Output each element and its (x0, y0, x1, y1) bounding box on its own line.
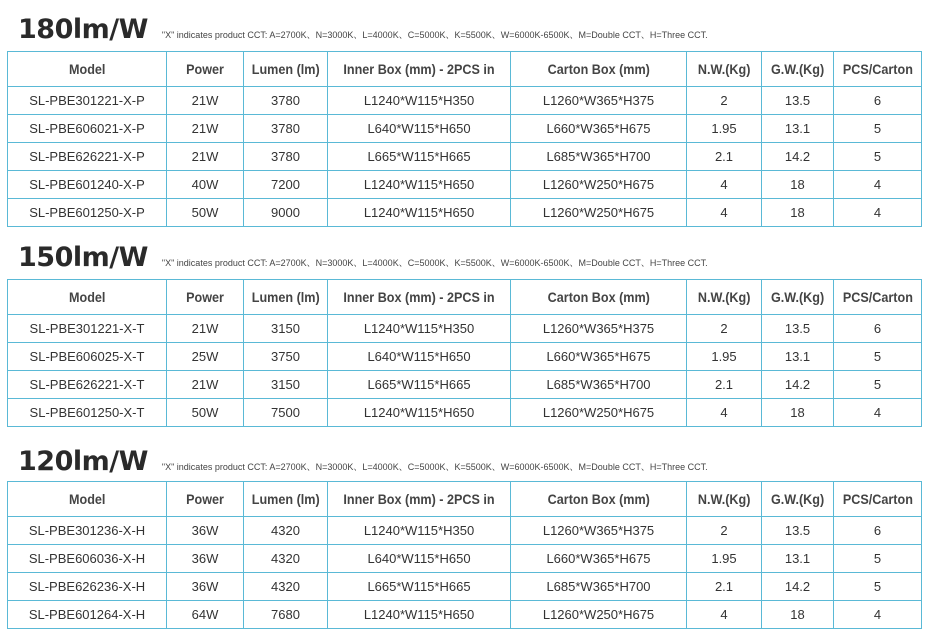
cell-carton-box: L660*W365*H675 (511, 343, 687, 371)
cell-model: SL-PBE301236-X-H (8, 517, 167, 545)
cell-inner-box: L1240*W115*H350 (328, 87, 511, 115)
column-header-label: N.W.(Kg) (697, 289, 751, 305)
column-header-label: Lumen (lm) (251, 61, 320, 77)
cell-pcs-carton: 5 (834, 573, 922, 601)
column-header-pcs-carton (834, 482, 922, 517)
column-header-inner-box (328, 482, 511, 517)
column-header-gross-weight (762, 482, 834, 517)
column-header-label: Model (68, 61, 106, 77)
cell-pcs-carton: 6 (834, 87, 922, 115)
cell-model: SL-PBE626221-X-P (8, 143, 167, 171)
column-header-power (167, 52, 244, 87)
cell-net-weight: 1.95 (687, 343, 762, 371)
column-header-power (167, 482, 244, 517)
cell-carton-box: L1260*W250*H675 (511, 171, 687, 199)
cell-carton-box: L660*W365*H675 (511, 115, 687, 143)
cell-model: SL-PBE606025-X-T (8, 343, 167, 371)
cell-net-weight: 4 (687, 601, 762, 629)
column-header-label: Power (186, 491, 224, 507)
column-header-label: PCS/Carton (842, 61, 913, 77)
column-header-model (8, 482, 167, 517)
cell-carton-box: L685*W365*H700 (511, 143, 687, 171)
cell-power: 21W (167, 143, 244, 171)
cell-power: 25W (167, 343, 244, 371)
table-row (8, 399, 922, 427)
column-header-label: Model (68, 491, 106, 507)
column-header-label: Inner Box (mm) - 2PCS in (343, 289, 495, 305)
header-row (8, 280, 922, 315)
cell-gross-weight: 18 (762, 199, 834, 227)
table-row (8, 315, 922, 343)
section-title: 150lm/W (18, 242, 148, 273)
column-header-net-weight (687, 52, 762, 87)
cell-model: SL-PBE606021-X-P (8, 115, 167, 143)
column-header-inner-box (328, 52, 511, 87)
table-row (8, 517, 922, 545)
column-header-label: Model (68, 289, 106, 305)
cell-gross-weight: 14.2 (762, 573, 834, 601)
column-header-carton-box (511, 482, 687, 517)
column-header-label: PCS/Carton (842, 289, 913, 305)
cell-lumen: 9000 (244, 199, 328, 227)
column-header-label: G.W.(Kg) (770, 61, 825, 77)
cell-lumen: 7680 (244, 601, 328, 629)
section-title: 120lm/W (18, 446, 148, 477)
column-header-label: Carton Box (mm) (547, 289, 650, 305)
cell-power: 36W (167, 545, 244, 573)
column-header-inner-box (328, 280, 511, 315)
cell-net-weight: 4 (687, 399, 762, 427)
cct-note: "X" indicates product CCT: A=2700K、N=3000K、L=4000K、C=5000K、K=5500K、W=6000K-6500K、M=Double CCT、H=Three CCT. (161, 462, 708, 472)
cell-model: SL-PBE626236-X-H (8, 573, 167, 601)
column-header-gross-weight (762, 280, 834, 315)
cell-inner-box: L1240*W115*H350 (328, 315, 511, 343)
cell-gross-weight: 18 (762, 399, 834, 427)
table-row (8, 371, 922, 399)
column-header-carton-box (511, 280, 687, 315)
cell-lumen: 3150 (244, 371, 328, 399)
cell-lumen: 3750 (244, 343, 328, 371)
cell-gross-weight: 13.5 (762, 517, 834, 545)
cell-gross-weight: 13.1 (762, 115, 834, 143)
spec-table (7, 481, 922, 629)
cell-inner-box: L665*W115*H665 (328, 371, 511, 399)
cell-net-weight: 2.1 (687, 573, 762, 601)
cell-pcs-carton: 4 (834, 171, 922, 199)
cell-net-weight: 2 (687, 87, 762, 115)
column-header-label: Inner Box (mm) - 2PCS in (343, 61, 495, 77)
cell-pcs-carton: 5 (834, 143, 922, 171)
cell-model: SL-PBE626221-X-T (8, 371, 167, 399)
spec-table (7, 279, 922, 427)
cell-power: 64W (167, 601, 244, 629)
cell-lumen: 3780 (244, 115, 328, 143)
cell-carton-box: L685*W365*H700 (511, 371, 687, 399)
column-header-net-weight (687, 280, 762, 315)
column-header-lumen (244, 52, 328, 87)
header-row (8, 482, 922, 517)
cell-inner-box: L665*W115*H665 (328, 143, 511, 171)
column-header-model (8, 52, 167, 87)
cell-gross-weight: 14.2 (762, 143, 834, 171)
cell-net-weight: 1.95 (687, 115, 762, 143)
column-header-pcs-carton (834, 280, 922, 315)
column-header-gross-weight (762, 52, 834, 87)
cell-carton-box: L1260*W365*H375 (511, 87, 687, 115)
cell-carton-box: L685*W365*H700 (511, 573, 687, 601)
cell-net-weight: 2.1 (687, 371, 762, 399)
table-row (8, 87, 922, 115)
cell-carton-box: L1260*W250*H675 (511, 399, 687, 427)
cell-model: SL-PBE601250-X-P (8, 199, 167, 227)
cell-model: SL-PBE301221-X-T (8, 315, 167, 343)
cell-inner-box: L1240*W115*H650 (328, 399, 511, 427)
header-row (8, 52, 922, 87)
cell-power: 21W (167, 315, 244, 343)
cell-net-weight: 2.1 (687, 143, 762, 171)
column-header-label: G.W.(Kg) (770, 491, 825, 507)
cell-lumen: 4320 (244, 573, 328, 601)
cell-carton-box: L660*W365*H675 (511, 545, 687, 573)
cell-model: SL-PBE601264-X-H (8, 601, 167, 629)
cell-net-weight: 4 (687, 171, 762, 199)
cell-inner-box: L1240*W115*H350 (328, 517, 511, 545)
cell-lumen: 4320 (244, 545, 328, 573)
cell-pcs-carton: 4 (834, 399, 922, 427)
cell-model: SL-PBE606036-X-H (8, 545, 167, 573)
cell-pcs-carton: 5 (834, 545, 922, 573)
section-title: 180lm/W (18, 14, 148, 45)
cell-lumen: 7500 (244, 399, 328, 427)
cell-carton-box: L1260*W365*H375 (511, 517, 687, 545)
column-header-label: PCS/Carton (842, 491, 913, 507)
cell-power: 40W (167, 171, 244, 199)
cell-net-weight: 4 (687, 199, 762, 227)
cell-model: SL-PBE301221-X-P (8, 87, 167, 115)
cell-gross-weight: 14.2 (762, 371, 834, 399)
section-heading (18, 445, 708, 475)
cell-inner-box: L1240*W115*H650 (328, 199, 511, 227)
cell-power: 21W (167, 87, 244, 115)
cell-power: 50W (167, 399, 244, 427)
column-header-label: Power (186, 289, 224, 305)
cell-carton-box: L1260*W365*H375 (511, 315, 687, 343)
cell-model: SL-PBE601250-X-T (8, 399, 167, 427)
cell-power: 21W (167, 115, 244, 143)
cell-carton-box: L1260*W250*H675 (511, 199, 687, 227)
cell-pcs-carton: 5 (834, 371, 922, 399)
cell-gross-weight: 18 (762, 601, 834, 629)
column-header-label: G.W.(Kg) (770, 289, 825, 305)
column-header-label: Inner Box (mm) - 2PCS in (343, 491, 495, 507)
cell-gross-weight: 13.5 (762, 315, 834, 343)
cell-power: 36W (167, 573, 244, 601)
column-header-label: Carton Box (mm) (547, 491, 650, 507)
column-header-label: Carton Box (mm) (547, 61, 650, 77)
column-header-label: Lumen (lm) (251, 491, 320, 507)
cell-lumen: 4320 (244, 517, 328, 545)
cell-lumen: 3150 (244, 315, 328, 343)
cell-pcs-carton: 6 (834, 517, 922, 545)
cell-power: 21W (167, 371, 244, 399)
cell-gross-weight: 13.1 (762, 545, 834, 573)
cell-pcs-carton: 6 (834, 315, 922, 343)
cell-pcs-carton: 5 (834, 115, 922, 143)
cell-pcs-carton: 4 (834, 199, 922, 227)
cell-model: SL-PBE601240-X-P (8, 171, 167, 199)
cell-lumen: 3780 (244, 87, 328, 115)
table-row (8, 545, 922, 573)
column-header-lumen (244, 280, 328, 315)
table-row (8, 573, 922, 601)
cell-net-weight: 2 (687, 315, 762, 343)
table-row (8, 171, 922, 199)
cell-inner-box: L1240*W115*H650 (328, 601, 511, 629)
cell-carton-box: L1260*W250*H675 (511, 601, 687, 629)
cell-gross-weight: 18 (762, 171, 834, 199)
column-header-pcs-carton (834, 52, 922, 87)
table-row (8, 601, 922, 629)
column-header-label: Power (186, 61, 224, 77)
section-heading (18, 13, 708, 43)
cell-inner-box: L640*W115*H650 (328, 343, 511, 371)
cell-inner-box: L640*W115*H650 (328, 115, 511, 143)
cell-inner-box: L665*W115*H665 (328, 573, 511, 601)
column-header-lumen (244, 482, 328, 517)
table-row (8, 343, 922, 371)
table-row (8, 199, 922, 227)
table-row (8, 115, 922, 143)
column-header-label: Lumen (lm) (251, 289, 320, 305)
cell-pcs-carton: 5 (834, 343, 922, 371)
cell-pcs-carton: 4 (834, 601, 922, 629)
column-header-label: N.W.(Kg) (697, 491, 751, 507)
cell-inner-box: L1240*W115*H650 (328, 171, 511, 199)
cct-note: "X" indicates product CCT: A=2700K、N=3000K、L=4000K、C=5000K、K=5500K、W=6000K-6500K、M=Double CCT、H=Three CCT. (161, 258, 708, 268)
cell-power: 36W (167, 517, 244, 545)
cell-gross-weight: 13.1 (762, 343, 834, 371)
cell-gross-weight: 13.5 (762, 87, 834, 115)
column-header-power (167, 280, 244, 315)
cell-lumen: 3780 (244, 143, 328, 171)
column-header-model (8, 280, 167, 315)
cell-net-weight: 1.95 (687, 545, 762, 573)
column-header-net-weight (687, 482, 762, 517)
cct-note: "X" indicates product CCT: A=2700K、N=3000K、L=4000K、C=5000K、K=5500K、W=6000K-6500K、M=Double CCT、H=Three CCT. (161, 30, 708, 40)
table-row (8, 143, 922, 171)
cell-power: 50W (167, 199, 244, 227)
spec-table (7, 51, 922, 227)
cell-lumen: 7200 (244, 171, 328, 199)
cell-net-weight: 2 (687, 517, 762, 545)
section-heading (18, 241, 708, 271)
cell-inner-box: L640*W115*H650 (328, 545, 511, 573)
column-header-label: N.W.(Kg) (697, 61, 751, 77)
column-header-carton-box (511, 52, 687, 87)
